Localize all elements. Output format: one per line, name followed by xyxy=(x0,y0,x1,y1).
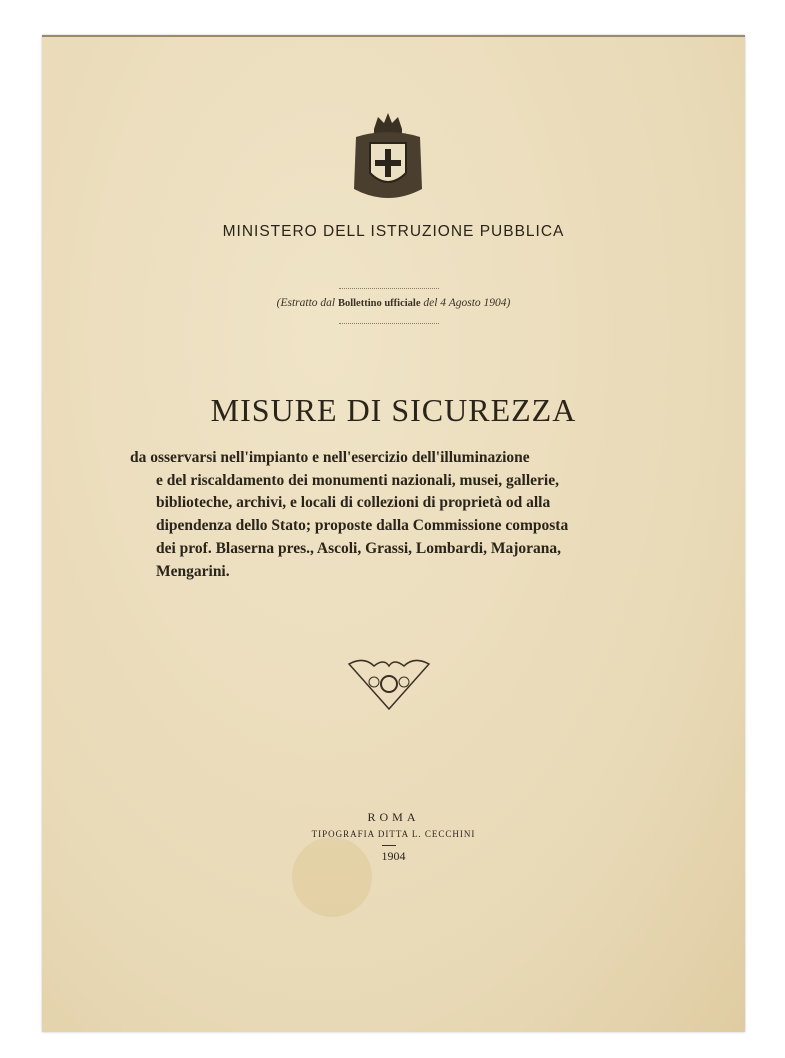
extract-close: del 4 Agosto 1904) xyxy=(420,297,511,309)
subtitle-line: Mengarini. xyxy=(156,562,230,580)
subtitle-line: e del riscaldamento dei monumenti nazionali, musei, gallerie, xyxy=(156,471,559,489)
subtitle-line: dei prof. Blaserna pres., Ascoli, Grassi, Lombardi, Majorana, xyxy=(156,539,562,557)
subtitle xyxy=(130,447,646,583)
divider xyxy=(339,323,439,328)
extract-bold: Bollettino ufficiale xyxy=(337,298,421,309)
printer-ornament-icon xyxy=(344,654,434,714)
imprint-city: ROMA xyxy=(367,810,420,824)
imprint-printer: TIPOGRAFIA DITTA L. CECCHINI xyxy=(311,829,476,839)
subtitle-line: da osservarsi nell'impianto e nell'esercizio dell'illuminazione xyxy=(130,449,530,466)
royal-coat-of-arms-icon xyxy=(348,109,428,209)
imprint-year: 1904 xyxy=(381,849,406,863)
document-title: MISURE DI SICUREZZA xyxy=(210,392,577,428)
subtitle-line: dipendenza dello Stato; proposte dalla Commissione composta xyxy=(156,517,569,535)
document-page xyxy=(42,35,745,1032)
divider xyxy=(382,845,396,846)
ministry-name: MINISTERO DELL ISTRUZIONE PUBBLICA xyxy=(222,223,565,240)
extract-open: (Estratto dal xyxy=(276,297,338,309)
subtitle-line: biblioteche, archivi, e locali di collezioni di proprietà od alla xyxy=(156,494,551,512)
extract-note xyxy=(42,297,745,309)
divider xyxy=(339,288,439,293)
